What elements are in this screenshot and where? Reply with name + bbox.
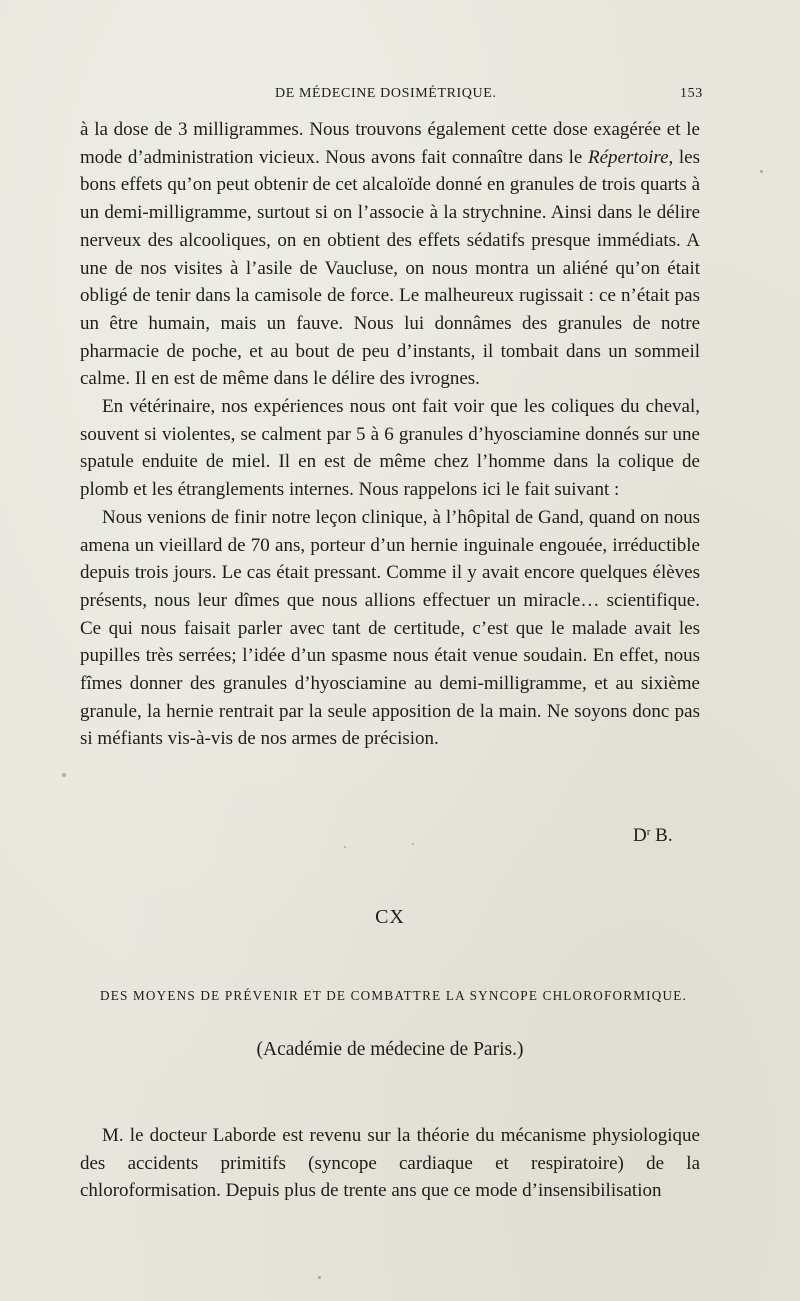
signature-prefix: D: [633, 825, 647, 846]
section-subtitle: (Académie de médecine de Paris.): [256, 1039, 524, 1060]
paragraph-1: [80, 116, 700, 393]
paper-speck: [412, 843, 414, 845]
section-number: CX: [375, 906, 405, 928]
paragraph-4: M. le docteur Laborde est revenu sur la théorie du mécanisme physiologique des accidents primitifs (syncope cardiaque et respiratoire) de la chloroformisation. Depuis plus de trente ans que ce mode d’insensibilisation: [80, 1125, 700, 1201]
article-body-2: [80, 1122, 700, 1205]
paper-speck: [344, 846, 346, 848]
paragraph-3: Nous venions de finir notre leçon clinique, à l’hôpital de Gand, quand on nous amena un vieillard de 70 ans, porteur d’un hernie inguinale engouée, irréductible depuis trois jours. Le cas était pressant. Comme il y avait encore quelques élèves présents, nous leur dîmes que nous allions effectuer un miracle… scientifique. Ce qui nous faisait parler avec tant de certitude, c’est que le malade avait les pupilles très serrées; l’idée d’un spasme nous était venue soudain. En effet, nous fîmes donner des granules d’hyosciamine au demi-milligramme, et au sixième granule, la hernie rentrait par la seule apposition de la main. Ne soyons donc pas si méfiants vis-à-vis de nos armes de précision.: [80, 506, 700, 750]
section-title: DES MOYENS DE PRÉVENIR ET DE COMBATTRE LA SYNCOPE CHLOROFORMIQUE.: [100, 988, 687, 1003]
paragraph-1-text-b: , les bons effets qu’on peut obtenir de cet alcaloïde donné en granules de trois quarts à un demi-milligramme, surtout si on l’associe à la strychnine. Ainsi dans le délire nerveux des alcooliques, on en obtient des effets sédatifs presque immédiats. A une de nos visites à l’asile de Vaucluse, on nous montra un aliéné qu’on était obligé de tenir dans la camisole de force. Le malheureux rugissait : ce n’était pas un être humain, mais un fauve. Nous lui donnâmes des granules de notre pharmacie de poche, et au bout de peu d’instants, il tombait dans un sommeil calme. Il en est de même dans le délire des ivrognes.: [80, 146, 700, 390]
running-header: [0, 86, 800, 106]
signature-name: B.: [650, 825, 673, 846]
repertoire-title: Répertoire: [587, 146, 669, 168]
paper-speck: [318, 1276, 321, 1279]
paper-speck: [62, 773, 66, 777]
running-title: DE MÉDECINE DOSIMÉTRIQUE.: [275, 86, 497, 101]
paragraph-2: En vétérinaire, nos expériences nous ont fait voir que les coliques du cheval, souvent si violentes, se calment par 5 à 6 granules d’hyosciamine donnés sur une spatule enduite de miel. Il en est de même chez l’homme dans la colique de plomb et les étranglements internes. Nous rappelons ici le fait suivant :: [80, 396, 700, 501]
paper-speck: [760, 170, 763, 173]
signature-superscript: r: [646, 826, 651, 838]
page-number: 153: [680, 86, 703, 101]
author-signature: [633, 825, 673, 847]
paragraph-1-text-a: à la dose de 3 milligrammes. Nous trouvons également cette dose exagérée et le mode d’administration vicieux. Nous avons fait connaître dans le: [80, 119, 700, 168]
article-body: [80, 116, 700, 753]
